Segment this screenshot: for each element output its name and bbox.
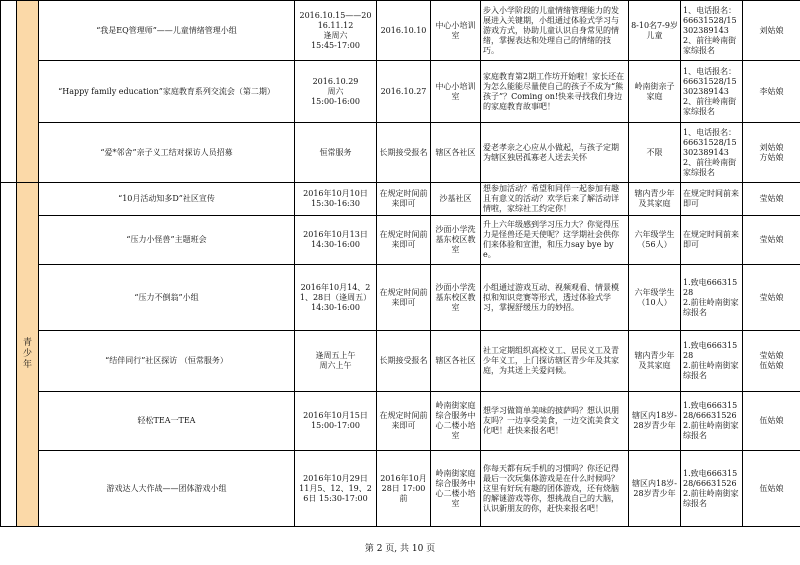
activity-name-cell: 轻松TEA一TEA: [39, 392, 295, 451]
signup-contact-cell: 在规定时间前来即可: [681, 216, 743, 265]
activity-name-cell: “我是EQ管理师”——儿童情绪管理小组: [39, 1, 295, 61]
activity-time-cell: 2016年10月14、21、28日（逢周五） 14:30-16:00: [295, 265, 377, 331]
table-row: [1, 1, 800, 61]
description-cell: 想参加活动？希望和同伴一起参加有趣且有意义的活动？欢学后来了解活动详情啦，家综社工约定你！: [481, 183, 629, 216]
signup-contact-cell: 1.致电66631528/66631526 2.前往岭南街家综报名: [681, 451, 743, 527]
activity-time-cell: 2016年10月13日 14:30-16:00: [295, 216, 377, 265]
activity-name-cell: “压力不倒翁”小组: [39, 265, 295, 331]
activity-name-cell: 游戏达人大作战——团体游戏小组: [39, 451, 295, 527]
staff-cell: 伍姑娘: [743, 392, 800, 451]
location-cell: 沙面小学洗基东校区教室: [431, 216, 481, 265]
staff-cell: 刘姑娘 方姑娘: [743, 123, 800, 183]
description-cell: 你每天都有玩手机的习惯吗？你还记得最后一次玩集体游戏是在什么时候吗？这里有好玩有趣的团体游戏，还有烧脑的解谜游戏等你，想挑战自己的大脑，认识新朋友的你，赶快来报名吧！: [481, 451, 629, 527]
location-cell: 辖区各社区: [431, 331, 481, 392]
table-row: [1, 123, 800, 183]
deadline-cell: 长期接受报名: [377, 123, 431, 183]
staff-cell: 刘姑娘: [743, 1, 800, 61]
description-cell: 社工定期组织高校义工、居民义工及青少年义工，上门探访辖区青少年及其家庭，为其送上关爱问候。: [481, 331, 629, 392]
target-audience-cell: 8-10名7-9岁儿童: [629, 1, 681, 61]
target-audience-cell: 辖区内18岁-28岁青少年: [629, 451, 681, 527]
location-cell: 岭南街家庭综合服务中心二楼小培室: [431, 451, 481, 527]
description-cell: 家庭教育第2期工作坊开始啦！家长还在为怎么能能尽量使自己的孩子不成为“熊孩子”？Coming on!快来寻找我们身边的家庭教育故事吧！: [481, 61, 629, 123]
description-cell: 小组通过游戏互动、视频观看、情景模拟和知识竞赛等形式，透过体验式学习，掌握舒缓压力的妙招。: [481, 265, 629, 331]
table-row: [1, 183, 800, 216]
location-cell: 岭南街家庭综合服务中心二楼小培室: [431, 392, 481, 451]
left-margin-cell: [1, 183, 17, 527]
location-cell: 辖区各社区: [431, 123, 481, 183]
description-cell: 想学习做简单美味的披萨吗？想认识朋友吗？一边享受美食，一边交流美食文化吧！赶快来报名吧！: [481, 392, 629, 451]
target-audience-cell: 岭南街亲子家庭: [629, 61, 681, 123]
staff-cell: 莹姑娘: [743, 216, 800, 265]
target-audience-cell: 辖内青少年及其家庭: [629, 331, 681, 392]
activity-time-cell: 2016年10月29日 11月5、12、19、26日 15:30-17:00: [295, 451, 377, 527]
table-row: [1, 216, 800, 265]
activity-name-cell: “结伴同行”社区探访 （恒常服务）: [39, 331, 295, 392]
left-margin-cell: [1, 1, 17, 183]
activity-name-cell: “10月活动知多D”社区宣传: [39, 183, 295, 216]
group-cell-youth: 青少 年: [17, 183, 39, 527]
deadline-cell: 在规定时间前来即可: [377, 392, 431, 451]
staff-cell: 李姑娘: [743, 61, 800, 123]
activity-time-cell: 逢周五上午 周六上午: [295, 331, 377, 392]
description-cell: 步入小学阶段的儿童情绪管理能力的发展进入关键期，小组通过体验式学习与游戏方式，协助儿童认识自身常见的情绪，掌握表达和处理自己的情绪的技巧。: [481, 1, 629, 61]
deadline-cell: 在规定时间前来即可: [377, 183, 431, 216]
deadline-cell: 2016年10月28日 17:00前: [377, 451, 431, 527]
activity-name-cell: “爱*邻舍”亲子义工结对探访人员招募: [39, 123, 295, 183]
deadline-cell: 2016.10.27: [377, 61, 431, 123]
location-cell: 中心小培训室: [431, 61, 481, 123]
staff-cell: 莹姑娘: [743, 183, 800, 216]
activity-name-cell: “压力小怪兽”主题班会: [39, 216, 295, 265]
description-cell: 升上六年级感到学习压力大？你觉得压力是怪兽还是天使呢？这学期社会供你们来体验和宣泄，和压力say bye bye。: [481, 216, 629, 265]
location-cell: 中心小培训室: [431, 1, 481, 61]
target-audience-cell: 辖内青少年及其家庭: [629, 183, 681, 216]
table-row: [1, 331, 800, 392]
deadline-cell: 在规定时间前来即可: [377, 216, 431, 265]
signup-contact-cell: 在规定时间前来即可: [681, 183, 743, 216]
table-row: [1, 61, 800, 123]
activity-time-cell: 2016年10月15日 15:00-17:00: [295, 392, 377, 451]
description-cell: 爱老孝亲之心应从小做起，与孩子定期为辖区独居孤寡老人送去关怀: [481, 123, 629, 183]
target-audience-cell: 不限: [629, 123, 681, 183]
table-row: [1, 265, 800, 331]
signup-contact-cell: 1、电话报名：66631528/15302389143 2、前往岭南街家综报名: [681, 123, 743, 183]
deadline-cell: 2016.10.10: [377, 1, 431, 61]
signup-contact-cell: 1.致电66631528 2.前往岭南街家综报名: [681, 331, 743, 392]
signup-contact-cell: 1.致电66631528/66631526 2.前往岭南街家综报名: [681, 392, 743, 451]
activity-time-cell: 恒常服务: [295, 123, 377, 183]
location-cell: 沙基社区: [431, 183, 481, 216]
target-audience-cell: 六年级学生（10人）: [629, 265, 681, 331]
signup-contact-cell: 1、电话报名：66631528/15302389143 2、前往岭南街家综报名: [681, 1, 743, 61]
deadline-cell: 在规定时间前来即可: [377, 265, 431, 331]
staff-cell: 莹姑娘 伍姑娘: [743, 331, 800, 392]
signup-contact-cell: 1.致电66631528 2.前往岭南街家综报名: [681, 265, 743, 331]
deadline-cell: 长期接受报名: [377, 331, 431, 392]
activity-time-cell: 2016.10.29 周六 15:00-16:00: [295, 61, 377, 123]
activity-time-cell: 2016.10.15——20 16.11.12 逢周六 15:45-17:00: [295, 1, 377, 61]
table-row: [1, 392, 800, 451]
location-cell: 沙面小学洗基东校区教室: [431, 265, 481, 331]
target-audience-cell: 辖区内18岁-28岁青少年: [629, 392, 681, 451]
page-footer: 第 2 页, 共 10 页: [364, 544, 436, 554]
staff-cell: 莹姑娘: [743, 265, 800, 331]
group-cell-children: [17, 1, 39, 183]
table-row: [1, 451, 800, 527]
activity-time-cell: 2016年10月10日 15:30-16:30: [295, 183, 377, 216]
signup-contact-cell: 1、电话报名：66631528/15302389143 2、前往岭南街家综报名: [681, 61, 743, 123]
target-audience-cell: 六年级学生（56人）: [629, 216, 681, 265]
activity-name-cell: “Happy family education”家庭教育系列交流会（第二期）: [39, 61, 295, 123]
staff-cell: 伍姑娘: [743, 451, 800, 527]
